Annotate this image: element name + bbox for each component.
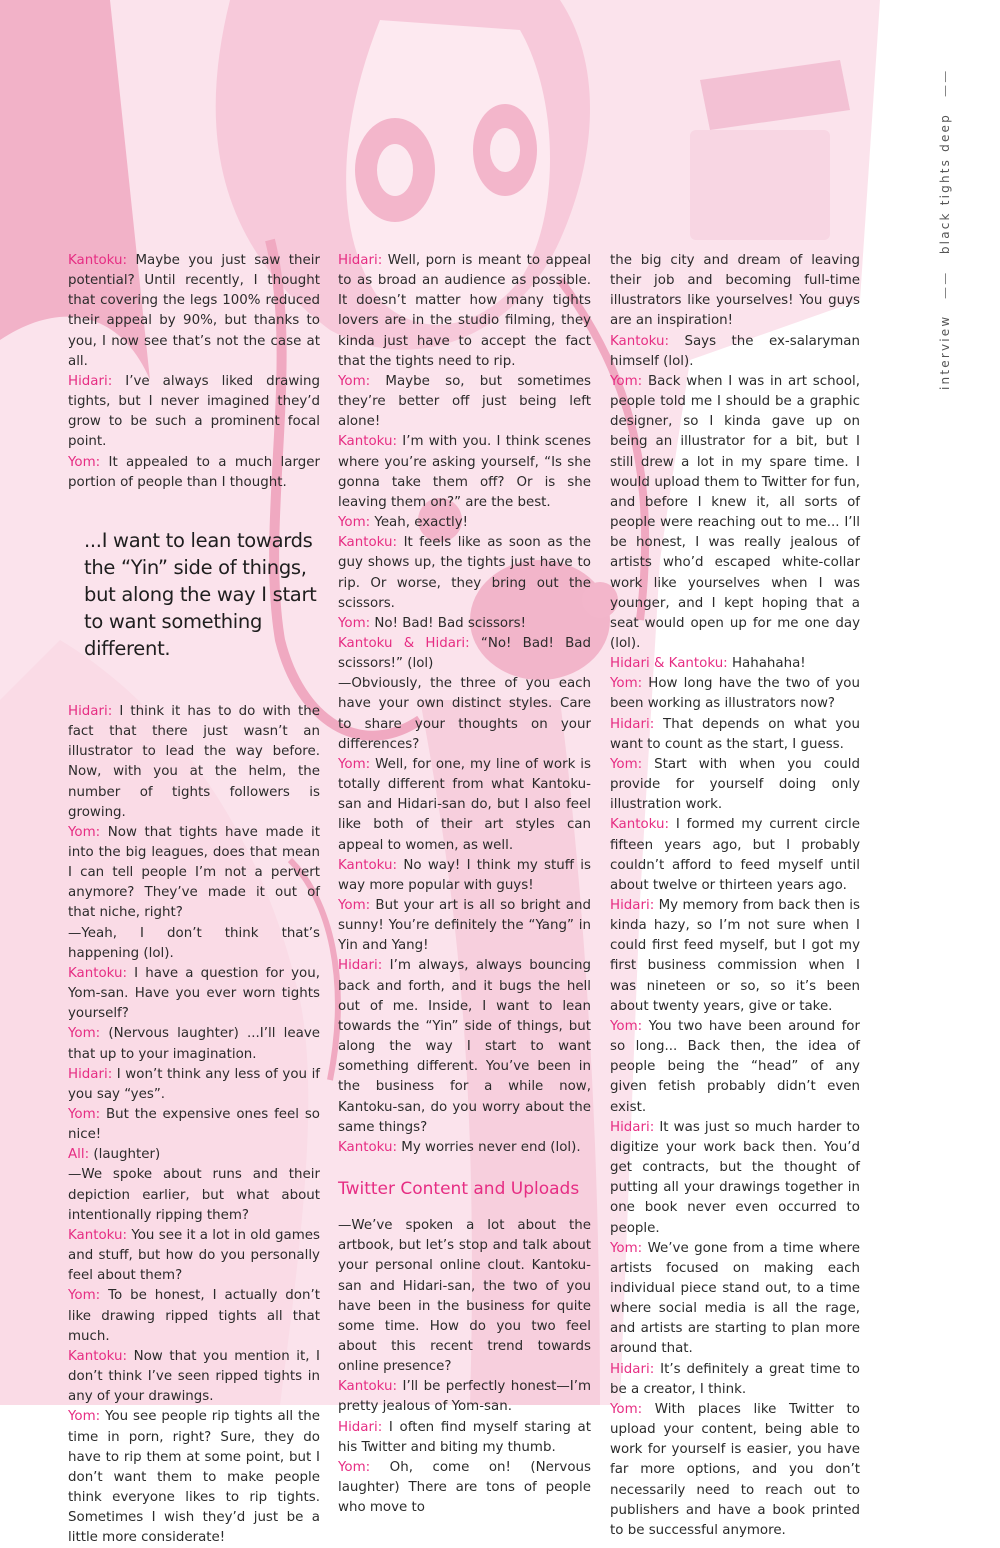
speaker-name: Hidari & Kantoku:	[610, 656, 728, 672]
dialogue-paragraph	[68, 372, 320, 453]
dialogue-text: With places like Twitter to upload your content, being able to work for yourself is easier, you have far more options, and you don’t necessarily need to reach out to publishers and have a book printed to be successful anymore.	[610, 1401, 860, 1538]
speaker-name: Yom:	[338, 373, 371, 389]
speaker-name: Kantoku:	[338, 434, 398, 450]
speaker-name: Kantoku:	[338, 1139, 398, 1155]
dialogue-paragraph	[68, 1145, 320, 1165]
dialogue-text: I’ll be perfectly honest—I’m pretty jealous of Yom-san.	[338, 1379, 591, 1415]
speaker-name: Yom:	[68, 1026, 101, 1042]
speaker-name: Kantoku & Hidari:	[338, 635, 470, 651]
dialogue-paragraph	[338, 634, 591, 674]
speaker-name: All:	[68, 1147, 90, 1163]
dialogue-paragraph	[338, 1458, 591, 1518]
dialogue-paragraph	[68, 453, 320, 493]
column-3-paragraphs	[610, 251, 860, 1541]
dialogue-text: I think it has to do with the fact that there just wasn’t an illustrator to lead the way before. Now, with you at the helm, the number of tights followers is growing.	[68, 703, 320, 820]
dialogue-text: You see it a lot in old games and stuff, but how do you personally feel about them?	[68, 1227, 320, 1284]
dialogue-paragraph	[338, 1418, 591, 1458]
dialogue-text: Well, for one, my line of work is totally different from what Kantoku-san and Hidari-san do, but I also feel like both of their art styles can appeal to women, as well.	[338, 756, 591, 853]
dialogue-paragraph	[610, 332, 860, 372]
dialogue-paragraph	[338, 856, 591, 896]
column-2-paragraphs-continued	[338, 1216, 591, 1518]
dialogue-text: Maybe so, but sometimes they’re better off just being left alone!	[338, 373, 591, 430]
dialogue-paragraph	[68, 1165, 320, 1225]
speaker-name: Yom:	[338, 1459, 371, 1475]
speaker-name: Kantoku:	[338, 857, 398, 873]
dialogue-paragraph	[68, 924, 320, 964]
dialogue-paragraph	[68, 964, 320, 1024]
column-1	[68, 251, 320, 1548]
dialogue-text: Start with when you could provide for yourself doing only illustration work.	[610, 756, 860, 813]
dialogue-paragraph	[610, 674, 860, 714]
dialogue-paragraph	[68, 251, 320, 372]
running-header	[938, 68, 962, 390]
speaker-name: Yom:	[68, 1288, 101, 1304]
dialogue-paragraph	[338, 513, 591, 533]
dialogue-paragraph	[610, 715, 860, 755]
dialogue-text: —Obviously, the three of you each have your own distinct styles. Care to share your thoughts on your differences?	[338, 676, 591, 752]
speaker-name: Hidari:	[610, 898, 655, 913]
speaker-name: Kantoku:	[68, 1227, 128, 1243]
dialogue-paragraph	[610, 654, 860, 674]
dialogue-text: Back when I was in art school, people told me I should be a graphic designer, so I kinda gave up on being an illustrator for a bit, but I still drew a lot in my spare time. I would upload them to Twitter for fun, and before I knew it, all sorts of people were reaching out to me... I’ll be honest, I was really jealous of artists who’d escaped white-collar work like yourselves when I was younger, and I kept hoping that a seat would open up for me one day (lol).	[610, 373, 860, 651]
dialogue-text: It was just so much harder to digitize your work back then. You’d get contracts, but the thought of putting all your drawings together in one book never even occurred to people.	[610, 1119, 860, 1236]
running-header-text	[938, 68, 952, 390]
dialogue-text: (Nervous laughter) ...I’ll leave that up to your imagination.	[68, 1026, 320, 1062]
speaker-name: Hidari:	[338, 253, 383, 268]
speaker-name: Yom:	[338, 898, 371, 913]
dialogue-text: That depends on what you want to count as the start, I guess.	[610, 716, 860, 752]
speaker-name: Kantoku:	[610, 817, 670, 833]
column-2	[338, 251, 591, 1518]
dialogue-text: Hahahaha!	[727, 656, 806, 672]
dialogue-paragraph	[610, 372, 860, 654]
dialogue-text: To be honest, I actually don’t like drawing ripped tights all that much.	[68, 1288, 320, 1344]
speaker-name: Hidari:	[610, 716, 655, 732]
dialogue-text: It’s definitely a great time to be a creator, I think.	[610, 1361, 860, 1397]
dialogue-text: I formed my current circle fifteen years ago, but I probably couldn’t afford to feed myself until about twelve or thirteen years ago.	[610, 817, 860, 893]
separator: ——	[938, 270, 952, 299]
dialogue-paragraph	[610, 896, 860, 1017]
dialogue-paragraph	[338, 755, 591, 856]
dialogue-paragraph	[610, 1017, 860, 1118]
dialogue-paragraph	[338, 533, 591, 614]
speaker-name: Yom:	[610, 1018, 643, 1034]
dialogue-paragraph	[68, 1024, 320, 1064]
topic-label: black tights deep	[938, 113, 952, 255]
speaker-name: Yom:	[68, 454, 101, 470]
speaker-name: Yom:	[610, 1240, 643, 1256]
dialogue-text: You see people rip tights all the time in porn, right? Sure, they do have to rip them at some point, but I don’t want them to make people think everyone likes to rip tights. Sometimes I wish they’d just be a little more considerate!	[68, 1409, 320, 1546]
dialogue-paragraph	[610, 1239, 860, 1360]
speaker-name: Hidari:	[610, 1361, 655, 1377]
speaker-name: Kantoku:	[338, 1379, 398, 1395]
dialogue-text: I’m with you. I think scenes where you’re asking yourself, “Is she gonna take them off? Or is she leaving them on?” are the best.	[338, 434, 591, 510]
dialogue-text: Maybe you just saw their potential? Until recently, I thought that covering the legs 100% reduced their appeal by 90%, but thanks to you, I now see that’s not the case at all.	[68, 253, 320, 369]
dialogue-text: It feels like as soon as the guy shows up, the tights just have to rip. Or worse, they bring out the scissors.	[338, 535, 591, 611]
speaker-name: Hidari:	[338, 958, 383, 974]
speaker-name: Yom:	[68, 1107, 101, 1122]
separator: ——	[938, 68, 952, 98]
section-heading: Twitter Content and Uploads	[338, 1179, 580, 1200]
dialogue-text: I won’t think any less of you if you say “yes”.	[68, 1066, 320, 1102]
dialogue-text: Says the ex-salaryman himself (lol).	[610, 333, 860, 369]
speaker-name: Hidari:	[610, 1119, 655, 1135]
dialogue-paragraph	[610, 755, 860, 815]
section-label: interview	[938, 314, 952, 390]
dialogue-paragraph	[338, 614, 591, 634]
speaker-name: Kantoku:	[68, 253, 128, 268]
dialogue-text: I’m always, always bouncing back and forth, and it bugs the hell out of me. Inside, I want to lean towards the “Yin” side of things, but along the way I start to want something different. You’ve been in the business for a while now, Kantoku-san, do you worry about the same things?	[338, 958, 591, 1135]
pull-quote: ...I want to lean towards the “Yin” side of things, but along the way I start to want something different.	[84, 528, 317, 660]
speaker-name: Yom:	[610, 676, 643, 692]
dialogue-text: —Yeah, I don’t think that’s happening (lol).	[68, 925, 320, 961]
dialogue-text: It appealed to a much larger portion of people than I thought.	[68, 454, 320, 490]
dialogue-text: —We’ve spoken a lot about the artbook, but let’s stop and talk about your personal online clout. Kantoku-san and Hidari-san, the two of you have been in the business for quite some time. How do you two feel about this recent trend towards online presence?	[338, 1218, 591, 1375]
dialogue-paragraph	[68, 1105, 320, 1145]
dialogue-text: But your art is all so bright and sunny! You’re definitely the “Yang” in Yin and Yang!	[338, 898, 591, 954]
speaker-name: Yom:	[68, 1409, 101, 1425]
dialogue-paragraph	[338, 674, 591, 755]
speaker-name: Yom:	[610, 756, 643, 772]
dialogue-paragraph	[68, 1407, 320, 1548]
column-1-paragraphs-continued	[68, 702, 320, 1548]
dialogue-paragraph	[610, 1360, 860, 1400]
dialogue-paragraph	[338, 372, 591, 432]
speaker-name: Kantoku:	[610, 333, 670, 349]
dialogue-paragraph	[610, 251, 860, 332]
dialogue-paragraph	[68, 1347, 320, 1407]
dialogue-text: My worries never end (lol).	[397, 1139, 581, 1155]
dialogue-paragraph	[610, 815, 860, 896]
speaker-name: Hidari:	[68, 1066, 113, 1082]
dialogue-paragraph	[68, 702, 320, 823]
dialogue-text: We’ve gone from a time where artists focused on making each individual piece stand out, to a time where social media is all the rage, and artists are starting to plan more around that.	[610, 1240, 860, 1357]
column-3	[610, 251, 860, 1541]
speaker-name: Yom:	[338, 615, 371, 631]
dialogue-paragraph	[68, 1286, 320, 1346]
speaker-name: Kantoku:	[338, 535, 398, 551]
speaker-name: Yom:	[68, 824, 101, 840]
dialogue-text: Yeah, exactly!	[370, 515, 469, 531]
dialogue-text: No way! I think my stuff is way more popular with guys!	[338, 857, 591, 893]
dialogue-text: I have a question for you, Yom-san. Have you ever worn tights yourself?	[68, 965, 320, 1022]
dialogue-text: You two have been around for so long... Back then, the idea of people being the “head” of any given fetish probably didn’t even exist.	[610, 1018, 860, 1115]
dialogue-paragraph	[68, 1226, 320, 1286]
speaker-name: Yom:	[338, 515, 371, 531]
column-2-paragraphs	[338, 251, 591, 1158]
dialogue-paragraph	[338, 251, 591, 372]
dialogue-text: I often find myself staring at his Twitter and biting my thumb.	[338, 1419, 591, 1455]
speaker-name: Kantoku:	[68, 965, 128, 981]
dialogue-paragraph	[338, 432, 591, 513]
speaker-name: Hidari:	[68, 373, 113, 389]
dialogue-text: I’ve always liked drawing tights, but I never imagined they’d grow to be such a prominent focal point.	[68, 373, 320, 450]
speaker-name: Yom:	[610, 1401, 643, 1417]
dialogue-text: But the expensive ones feel so nice!	[68, 1107, 320, 1143]
column-1-paragraphs	[68, 251, 320, 493]
speaker-name: Yom:	[338, 756, 371, 772]
dialogue-text: the big city and dream of leaving their job and becoming full-time illustrators like yourselves! You guys are an inspiration!	[610, 253, 860, 329]
dialogue-text: “No! Bad! Bad scissors!” (lol)	[338, 635, 592, 672]
dialogue-paragraph	[68, 1065, 320, 1105]
dialogue-text: Now that tights have made it into the big leagues, does that mean I can tell people I’m not a pervert anymore? They’ve made it out of that niche, right?	[68, 824, 320, 921]
speaker-name: Yom:	[610, 373, 643, 389]
dialogue-text: My memory from back then is kinda hazy, so I’m not sure when I could first feed myself, but I got my first business commission when I was nineteen or so, so it’s been about twenty years, give or take.	[610, 898, 860, 1014]
dialogue-text: Now that you mention it, I don’t think I’ve seen ripped tights in any of your drawings.	[68, 1348, 320, 1405]
dialogue-paragraph	[610, 1118, 860, 1239]
speaker-name: Hidari:	[338, 1419, 383, 1435]
dialogue-paragraph	[338, 1216, 591, 1377]
dialogue-paragraph	[338, 1377, 591, 1417]
dialogue-text: Oh, come on! (Nervous laughter) There are tons of people who move to	[338, 1459, 591, 1516]
dialogue-text: (laughter)	[89, 1147, 161, 1163]
dialogue-text: How long have the two of you been working as illustrators now?	[610, 676, 860, 712]
speaker-name: Hidari:	[68, 703, 113, 719]
dialogue-paragraph	[68, 823, 320, 924]
dialogue-paragraph	[338, 1138, 591, 1158]
dialogue-paragraph	[610, 1400, 860, 1541]
dialogue-text: Well, porn is meant to appeal to as broad an audience as possible. It doesn’t matter how many tights lovers are in the studio filming, they kinda just have to accept the fact that the tights need to rip.	[338, 253, 591, 369]
dialogue-text: No! Bad! Bad scissors!	[370, 615, 526, 631]
dialogue-text: —We spoke about runs and their depiction earlier, but what about intentionally ripping them?	[68, 1167, 320, 1223]
dialogue-paragraph	[338, 896, 591, 956]
dialogue-paragraph	[338, 956, 591, 1137]
speaker-name: Kantoku:	[68, 1348, 128, 1364]
